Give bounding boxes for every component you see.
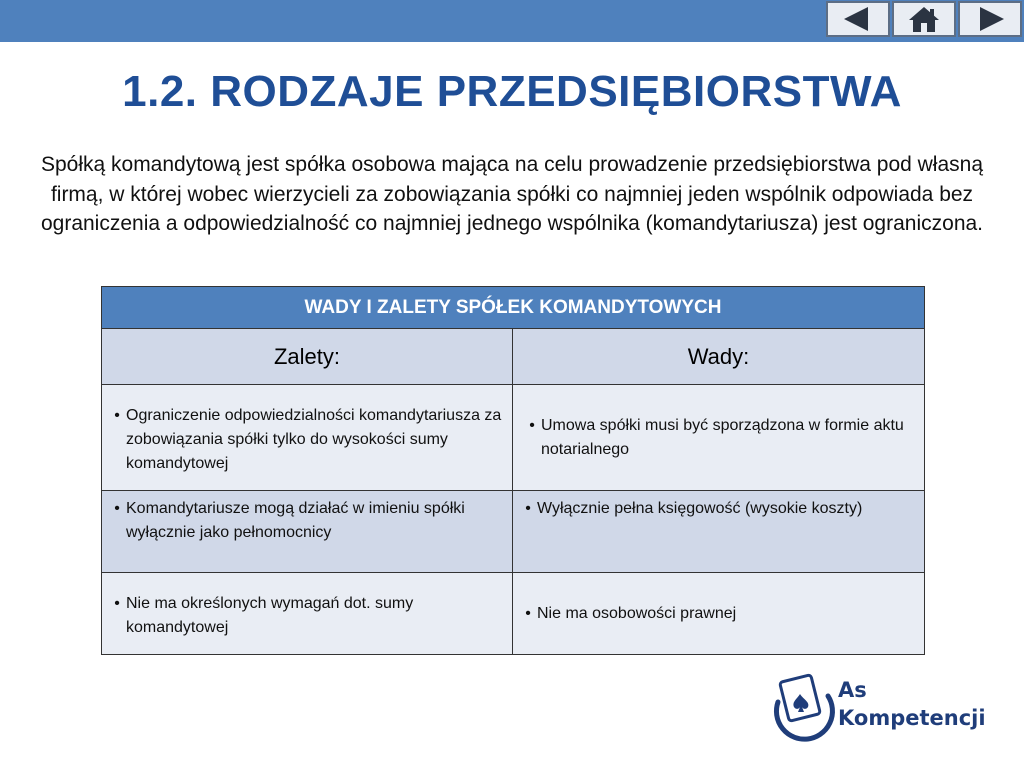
table-header: WADY I ZALETY SPÓŁEK KOMANDYTOWYCH (102, 287, 925, 329)
cons-cell (513, 491, 925, 573)
cons-cell (513, 573, 925, 655)
table-row (102, 573, 925, 655)
cons-text: Nie ma osobowości prawnej (537, 604, 737, 622)
logo-line-2: Kompetencji (838, 706, 986, 730)
column-header-cons: Wady: (513, 329, 925, 385)
home-icon (904, 4, 944, 34)
logo-line-1: As (838, 678, 867, 702)
cons-text: Umowa spółki musi być sporządzona w formie aktu notarialnego (541, 416, 904, 458)
pros-text: Nie ma określonych wymagań dot. sumy komandytowej (126, 595, 414, 636)
prev-slide-button[interactable] (826, 1, 890, 37)
table-row (102, 491, 925, 573)
top-bar (0, 0, 1024, 42)
logo-text (838, 676, 986, 732)
arrow-left-icon (838, 4, 878, 34)
intro-paragraph: Spółką komandytową jest spółka osobowa mająca na celu prowadzenie przedsiębiorstwa pod własną firmą, w której wobec wierzycieli za zobowiązania spółki co najmniej jeden wspólnik odpowiada bez ograniczenia a odpowiedzialność co najmniej jednego wspólnika (komandytariusza) jest ograniczona. (40, 153, 984, 235)
pros-cons-table (101, 286, 925, 655)
pros-cell (102, 385, 513, 491)
home-button[interactable] (892, 1, 956, 37)
next-slide-button[interactable] (958, 1, 1022, 37)
bullet-icon: • (529, 416, 535, 434)
pros-cell (102, 573, 513, 655)
pros-text: Komandytariusze mogą działać w imieniu spółki wyłącznie jako pełnomocnicy (126, 500, 465, 541)
pros-text: Ograniczenie odpowiedzialności komandytariusza za zobowiązania spółki tylko do wysokości sumy komandytowej (126, 407, 502, 472)
bullet-icon: • (525, 604, 531, 622)
slide-navigation (826, 0, 1024, 40)
page-title: 1.2. RODZAJE PRZEDSIĘBIORSTWA (122, 67, 902, 116)
table-row (102, 385, 925, 491)
bullet-icon: • (114, 407, 120, 424)
bullet-icon: • (114, 500, 120, 517)
cons-text: Wyłącznie pełna księgowość (wysokie koszty) (537, 500, 863, 517)
bullet-icon: • (114, 595, 120, 612)
arrow-right-icon (970, 4, 1010, 34)
bullet-icon: • (525, 500, 531, 517)
column-header-pros: Zalety: (102, 329, 513, 385)
cons-cell (513, 385, 925, 491)
pros-cell (102, 491, 513, 573)
